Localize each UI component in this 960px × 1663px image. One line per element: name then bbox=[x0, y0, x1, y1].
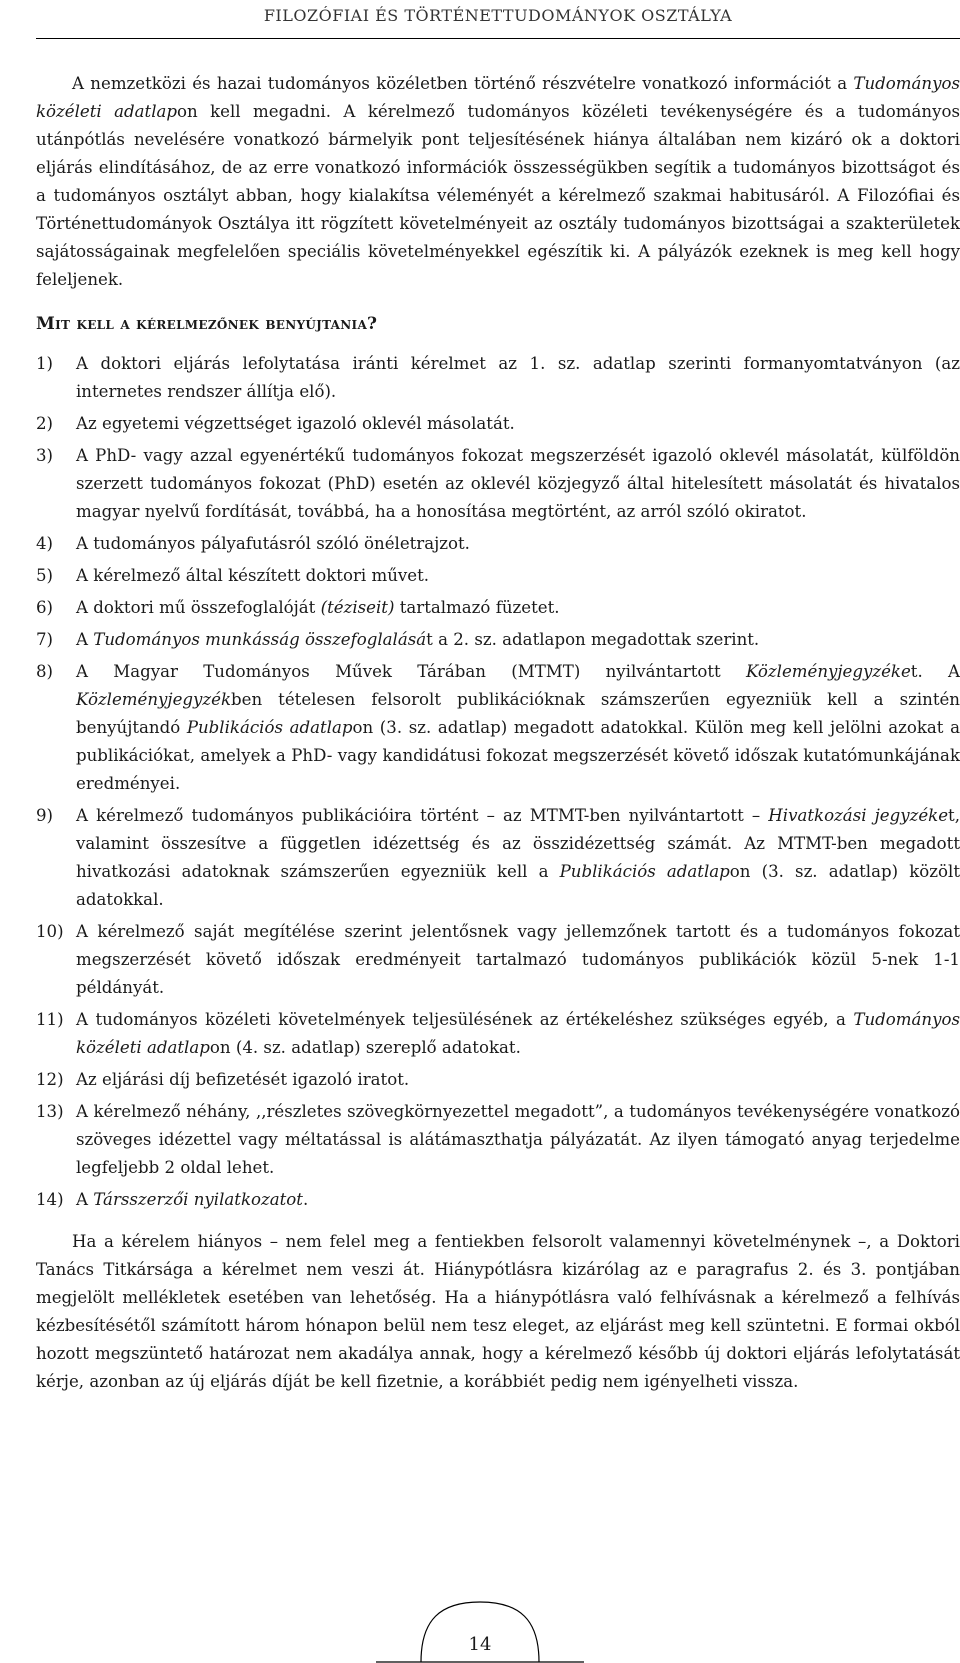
item-text: Az egyetemi végzettséget igazoló oklevél másolatát. bbox=[76, 414, 515, 433]
item-text: A Magyar Tudományos Művek Tárában (MTMT) nyilvántartott Közleményjegyzéket. A Közleményjegyzékben tételesen felsorolt publikációknak számszerűen egyezniük kell a szintén benyújtandó Publikációs adatlapon (3. sz. adatlap) megadott adatokkal. Külön meg kell jelölni azokat a publikációkat, amelyek a PhD- vagy kandidátusi fokozat megszerzését követő időszak kutatómunkájának eredményei. bbox=[76, 662, 960, 793]
requirements-list bbox=[36, 350, 960, 1214]
intro-text-2: on kell megadni. A kérelmező tudományos közéleti tevékenységére és a tudományos utánpótlás nevelésére vonatkozó bármelyik pont teljesítésének hiánya általában nem kizáró ok a doktori eljárás elindításához, de az erre vonatkozó információk összességükben segítik a tudományos bizottságot és a tudományos osztályt abban, hogy kialakítsa véleményét a kérelmező szakmai habitusáról. A Filozófiai és Történettudományok Osztálya itt rögzített követelményeit az osztály tudományos bizottságai a szakterületek sajátosságainak megfelelően speciális követelményekkel egészítik ki. A pályázók ezeknek is meg kell hogy feleljenek. bbox=[36, 102, 960, 289]
list-item bbox=[36, 1186, 960, 1214]
item-number: 7) bbox=[36, 630, 54, 649]
list-item bbox=[36, 350, 960, 406]
item-number: 3) bbox=[36, 446, 54, 465]
intro-emphasis: Tudományos közéleti adatlap bbox=[36, 74, 960, 121]
item-text: A tudományos közéleti követelmények teljesülésének az értékeléshez szükséges egyéb, a Tudományos közéleti adatlapon (4. sz. adatlap) szereplő adatokat. bbox=[76, 1010, 960, 1057]
item-number: 8) bbox=[36, 662, 54, 681]
list-item bbox=[36, 802, 960, 914]
item-number: 2) bbox=[36, 414, 54, 433]
closing-paragraph: Ha a kérelem hiányos – nem felel meg a fentiekben felsorolt valamennyi követelménynek –, a Doktori Tanács Titkársága a kérelmet nem veszi át. Hiánypótlásra kizárólag az e paragrafus 2. és 3. pontjában megjelölt mellékletek esetében van lehetőség. Ha a hiánypótlásra való felhívásnak a kérelmező a felhívás kézbesítésétől számított három hónapon belül nem tesz eleget, az eljárást meg kell szüntetni. E formai okból hozott megszüntető határozat nem akadálya annak, hogy a kérelmező később új doktori eljárás lefolytatását kérje, azonban az új eljárás díját be kell fizetnie, a korábbiét pedig nem igényelheti vissza. bbox=[36, 1232, 960, 1391]
item-text: Az eljárási díj befizetését igazoló iratot. bbox=[76, 1070, 410, 1089]
list-item bbox=[36, 626, 960, 654]
list-item bbox=[36, 918, 960, 1002]
item-text: A tudományos pályafutásról szóló önéletrajzot. bbox=[76, 534, 470, 553]
list-item bbox=[36, 594, 960, 622]
item-number: 13) bbox=[36, 1102, 64, 1121]
item-text: A kérelmező által készített doktori művet. bbox=[76, 566, 430, 585]
item-number: 6) bbox=[36, 598, 54, 617]
list-item bbox=[36, 530, 960, 558]
item-number: 1) bbox=[36, 354, 54, 373]
list-item bbox=[36, 562, 960, 590]
page-footer bbox=[0, 1590, 960, 1663]
page-body bbox=[36, 70, 960, 1396]
intro-paragraph bbox=[36, 70, 960, 294]
item-number: 4) bbox=[36, 534, 54, 553]
item-number: 9) bbox=[36, 806, 54, 825]
item-text: A doktori eljárás lefolytatása iránti kérelmet az 1. sz. adatlap szerinti formanyomtatványon (az internetes rendszer állítja elő). bbox=[76, 354, 960, 401]
item-number: 10) bbox=[36, 922, 64, 941]
item-text: A PhD- vagy azzal egyenértékű tudományos fokozat megszerzését igazoló oklevél másolatát, külföldön szerzett tudományos fokozat (PhD) esetén az oklevél közjegyző által hitelesített másolatát és hivatalos magyar nyelvű fordítását, továbbá, ha a honosítása megtörtént, az arról szóló okiratot. bbox=[76, 446, 960, 521]
list-item bbox=[36, 1066, 960, 1094]
list-item bbox=[36, 1098, 960, 1182]
item-number: 14) bbox=[36, 1190, 64, 1209]
section-heading: Mit kell a kérelmezőnek benyújtania? bbox=[36, 314, 378, 334]
intro-text-1: A nemzetközi és hazai tudományos közéletben történő részvételre vonatkozó információt a bbox=[72, 74, 854, 93]
list-item bbox=[36, 658, 960, 798]
item-text: A kérelmező néhány, ,,részletes szövegkörnyezettel megadott”, a tudományos tevékenységére vonatkozó szöveges idézettel vagy méltatással is alátámaszthatja pályázatát. Az ilyen támogató anyag terjedelme legfeljebb 2 oldal lehet. bbox=[76, 1102, 960, 1177]
item-text: A doktori mű összefoglalóját (téziseit) tartalmazó füzetet. bbox=[76, 598, 560, 617]
item-number: 11) bbox=[36, 1010, 64, 1029]
running-header: FILOZÓFIAI ÉS TÖRTÉNETTUDOMÁNYOK OSZTÁLYA bbox=[263, 6, 733, 25]
list-item bbox=[36, 442, 960, 526]
list-item bbox=[36, 1006, 960, 1062]
item-number: 12) bbox=[36, 1070, 64, 1089]
list-item bbox=[36, 410, 960, 438]
item-text: A kérelmező tudományos publikációira történt – az MTMT-ben nyilvántartott – Hivatkozási jegyzéket, valamint összesítve a független idézettség és az összidézettség számát. Az MTMT-ben megadott hivatkozási adatoknak számszerűen egyezniük kell a Publikációs adatlapon (3. sz. adatlap) közölt adatokkal. bbox=[76, 806, 960, 909]
item-number: 5) bbox=[36, 566, 54, 585]
item-text: A Társszerzői nyilatkozatot. bbox=[76, 1190, 309, 1209]
header-rule bbox=[36, 38, 960, 39]
item-text: A kérelmező saját megítélése szerint jelentősnek vagy jellemzőnek tartott és a tudományos fokozat megszerzését követő időszak eredményeit tartalmazó tudományos publikációk közül 5-nek 1-1 példányát. bbox=[76, 922, 960, 997]
item-text: A Tudományos munkásság összefoglalását a 2. sz. adatlapon megadottak szerint. bbox=[76, 630, 760, 649]
page-number: 14 bbox=[468, 1634, 492, 1655]
